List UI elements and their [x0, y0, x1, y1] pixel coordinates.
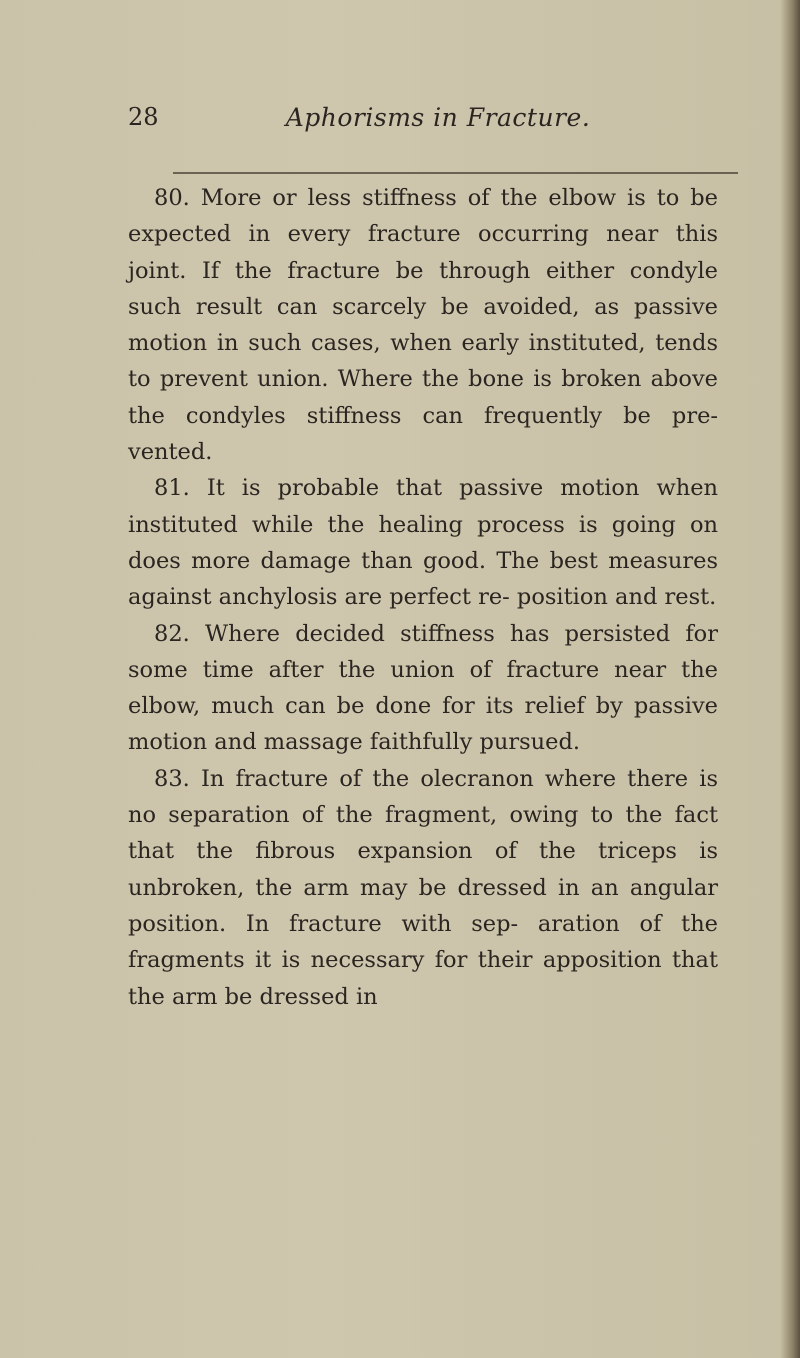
header-rule: [173, 172, 738, 174]
body-text: [128, 180, 718, 1015]
paragraph-81: 81. It is probable that passive motion when instituted while the healing process is going on does more damage than good. The best measures against anchylosis are perfect re- position and rest.: [128, 475, 718, 611]
page-number: 28: [128, 103, 159, 131]
paragraph-83: 83. In fracture of the olecranon where there is no separation of the fragment, owing to the fact that the fibrous expansion of the triceps is unbroken, the arm may be dressed in an angular position. In fracture with sep- aration of the fragments it is necessary for their apposition that the arm be dressed in: [128, 765, 718, 1010]
page-header: [128, 103, 748, 143]
page-edge-shadow: [780, 0, 800, 1358]
paragraph-80: 80. More or less stiffness of the elbow is to be expected in every fracture occurring near this joint. If the fracture be through either condyle such result can scarcely be avoided, as passive motion in such cases, when early instituted, tends to prevent union. Where the bone is broken above the condyles stiffness can frequently be pre- vented.: [128, 185, 718, 466]
running-title: Aphorisms in Fracture.: [285, 103, 591, 132]
paragraph-82: 82. Where decided stiffness has persisted for some time after the union of fracture near the elbow, much can be done for its relief by passive motion and massage faithfully pursued.: [128, 620, 718, 756]
